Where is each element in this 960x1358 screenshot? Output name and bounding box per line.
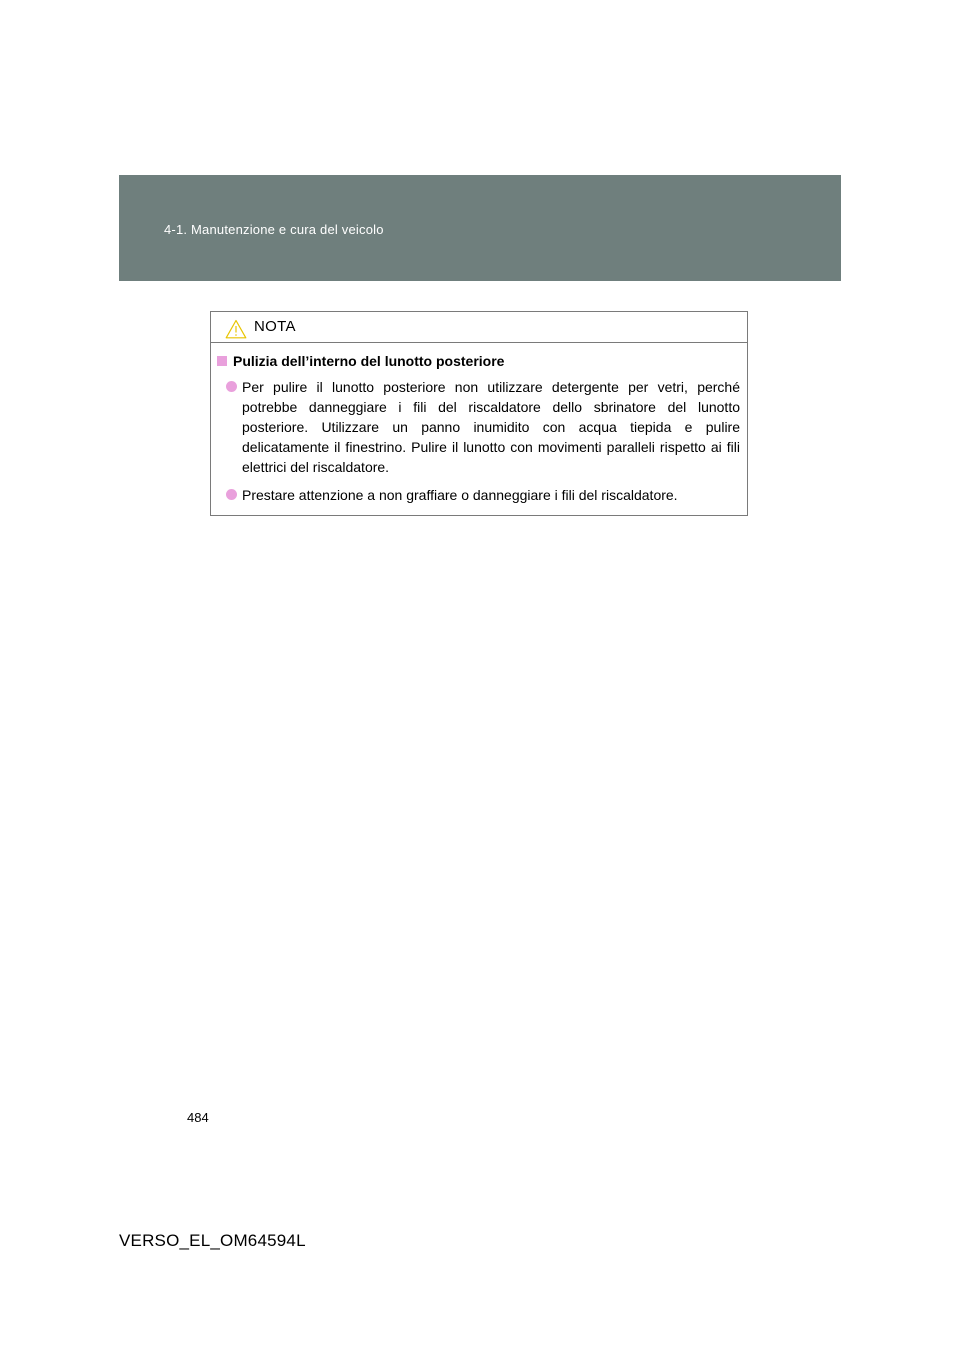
note-label: NOTA [254, 318, 296, 335]
section-title: 4-1. Manutenzione e cura del veicolo [164, 222, 384, 237]
list-item [217, 485, 740, 505]
square-bullet-icon [217, 356, 227, 366]
list-item-text: Prestare attenzione a non graffiare o danneggiare i fili del riscaldatore. [242, 487, 678, 503]
list-item [217, 377, 740, 477]
note-body [211, 343, 747, 505]
warning-triangle-icon [225, 319, 247, 339]
document-code: VERSO_EL_OM64594L [119, 1231, 306, 1250]
note-box [210, 311, 748, 516]
section-header-band [119, 175, 841, 281]
note-header [211, 312, 747, 343]
note-heading [217, 353, 740, 369]
page-number: 484 [187, 1110, 209, 1125]
list-item-text: Per pulire il lunotto posteriore non utilizzare detergente per vetri, perché potrebbe danneggiare i fili del riscaldatore dello sbrinatore del lunotto posteriore. Utilizzare un panno inumidito con acqua tiepida e pulire delicatamente il finestrino. Pulire il lunotto con movimenti paralleli rispetto ai fili elettrici del riscaldatore. [242, 379, 740, 475]
circle-bullet-icon [226, 489, 237, 500]
note-heading-text: Pulizia dell’interno del lunotto posteriore [233, 353, 505, 369]
circle-bullet-icon [226, 381, 237, 392]
